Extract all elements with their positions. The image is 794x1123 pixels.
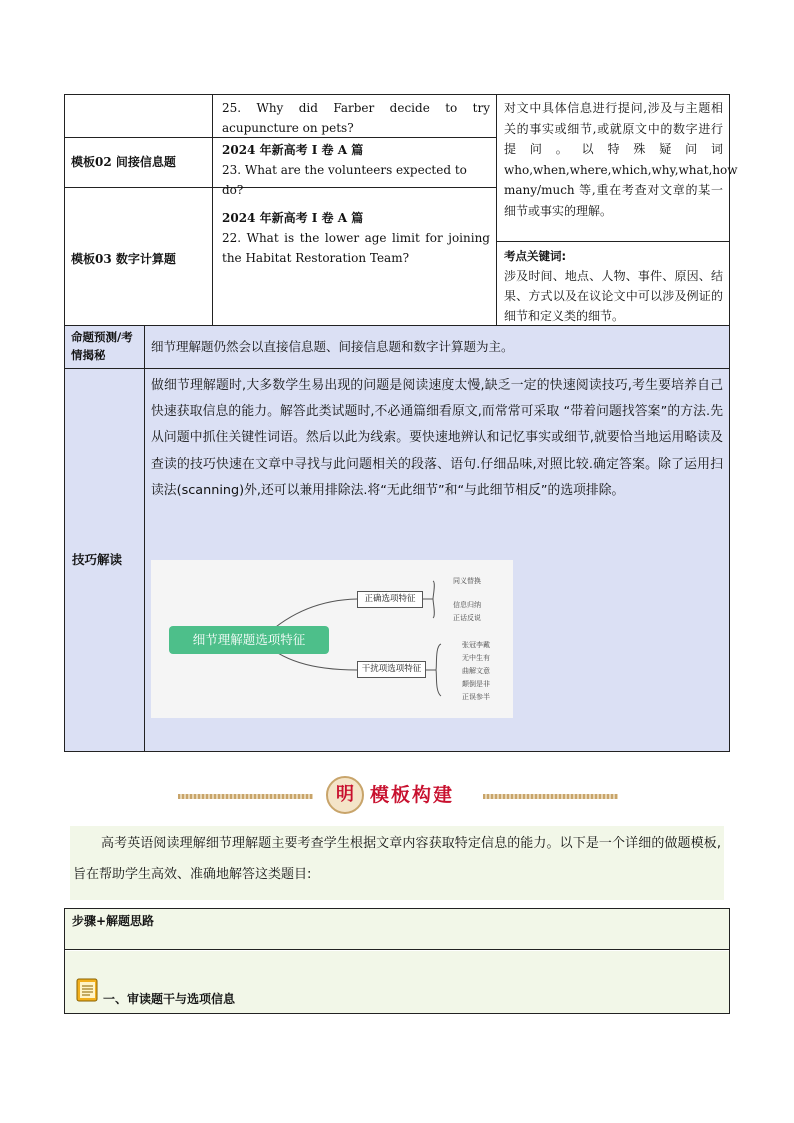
mindmap-leaf: 正误参半 [462,693,490,701]
mindmap-leaf: 信息归纳 [453,601,481,609]
mindmap-branch-correct: 正确选项特征 [357,591,423,608]
step-1-row [65,951,729,1013]
banner-right-rule [483,794,618,799]
template-03-content [216,205,496,271]
template-02-label: 模板02 间接信息题 [71,155,176,169]
mindmap-leaf: 正话反说 [453,614,481,622]
keywords [498,243,729,325]
question-23: 23. What are the volunteers expected to do? [222,163,467,197]
mindmap-branch-distractor: 干扰项选项特征 [357,661,426,678]
prediction-text: 细节理解题仍然会以直接信息题、间接信息题和数字计算题为主。 [151,339,514,354]
mindmap-leaf: 无中生有 [462,654,490,662]
banner-title: 模板构建 [370,784,455,806]
description: 对文中具体信息进行提问,涉及与主题相关的事实或细节,或就原文中的数字进行提问。以特殊疑问词who,when,where,which,why,what,how many/much 等,重在考查对文章的某一细节或事实的理解。 [504,101,738,218]
keywords-title: 考点关键词: [504,249,567,263]
mindmap-leaf: 颠倒是非 [462,680,490,688]
prediction-label: 命题预测/考情揭秘 [71,330,133,362]
mindmap-leaf: 张冠李戴 [462,641,490,649]
banner-badge-icon [326,776,364,814]
source-title: 2024 年新高考 I 卷 A 篇 [222,143,364,157]
skills-text: 做细节理解题时,大多数学生易出现的问题是阅读速度太慢,缺乏一定的快速阅读技巧,考生要培养自己快速获取信息的能力。解答此类试题时,不必通篇细看原文,而常常可采取 “带着问题找答案”的方法.先从问题中抓住关键性词语。然后以此为线索。要快速地辨认和记忆事实或细节,就要恰当地运用略读及查读的技巧快速在文章中寻找与此问题相关的段落、语句.仔细品味,对照比较.确定答案。除了运用扫读法(scanning)外,还可以兼用排除法.将“无此细节”和“与此细节相反”的选项排除。 [151,378,723,498]
question-25: 25. Why did Farber decide to try acupuncture on pets? [222,101,490,135]
badge-char: 明 [336,784,354,805]
source-title: 2024 年新高考 I 卷 A 篇 [222,211,364,225]
mindmap-leaf: 曲解文意 [462,667,490,675]
section-banner [178,774,618,818]
banner-left-rule [178,794,313,799]
steps-header: 步骤+解题思路 [72,914,155,928]
steps-table [64,908,730,1014]
question-22: 22. What is the lower age limit for joining the Habitat Restoration Team? [222,231,490,265]
template-03-label: 模板03 数字计算题 [71,252,176,266]
tips-table [64,325,730,752]
template-table [64,94,738,326]
template-02-content [216,137,496,197]
steps-header-row [65,909,729,950]
step-1-title: 一、审读题干与选项信息 [103,992,236,1006]
mindmap-root: 细节理解题选项特征 [169,626,329,654]
skills-label: 技巧解读 [72,552,123,567]
keywords-body: 涉及时间、地点、人物、事件、原因、结果、方式以及在议论文中可以涉及例证的细节和定义类的细节。 [504,269,723,323]
intro-paragraph: 高考英语阅读理解细节理解题主要考查学生根据文章内容获取特定信息的能力。以下是一个详细的做题模板,旨在帮助学生高效、准确地解答这类题目: [70,826,724,900]
mindmap-leaf: 同义替换 [453,577,481,585]
notepad-icon [75,978,99,1002]
mindmap [151,560,513,718]
